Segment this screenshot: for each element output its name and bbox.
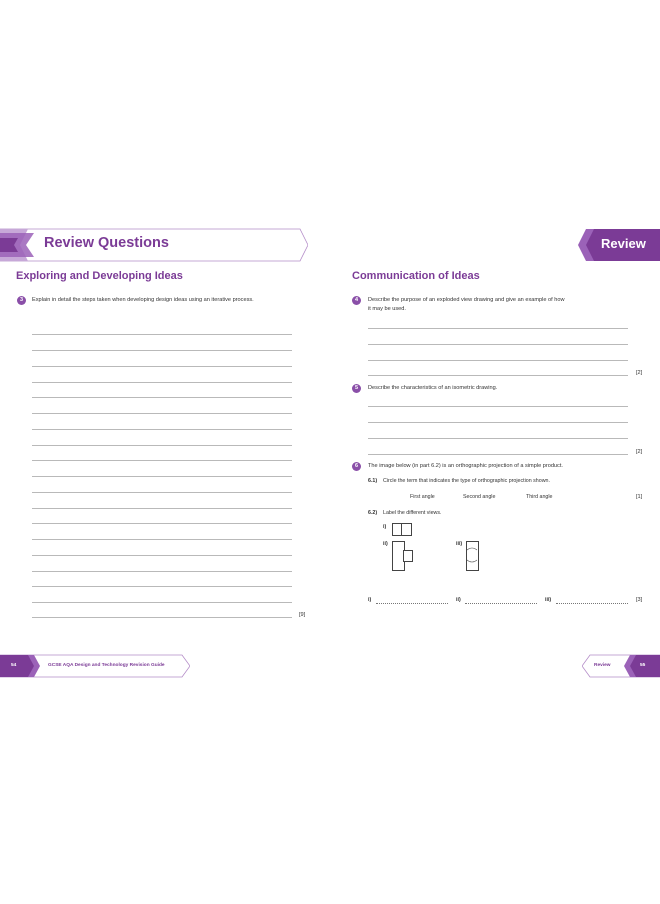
question-3-marks: [9] xyxy=(299,612,306,618)
question-4-text-line2: it may be used. xyxy=(368,306,406,312)
answer-line xyxy=(368,438,628,439)
question-3-text: Explain in detail the steps taken when developing design ideas using an iterative process. xyxy=(32,297,254,303)
question-number-5: 5 xyxy=(352,384,361,393)
view-label-iii: iii) xyxy=(456,541,463,547)
option-first-angle[interactable]: First angle xyxy=(410,494,435,500)
answer-line xyxy=(32,413,292,414)
question-5-marks: [2] xyxy=(636,449,643,455)
answer-line xyxy=(32,350,292,351)
question-number-6: 6 xyxy=(352,462,361,471)
answer-line xyxy=(368,344,628,345)
section-title-communication: Communication of Ideas xyxy=(352,270,480,282)
answer-line xyxy=(32,382,292,383)
right-footer-section: Review xyxy=(594,663,611,668)
question-4-marks: [2] xyxy=(636,370,643,376)
answer-line xyxy=(368,422,628,423)
side-view-hidden-detail xyxy=(466,541,478,571)
answer-line xyxy=(368,360,628,361)
part-6-2-label: 6.2) xyxy=(368,510,378,516)
option-third-angle[interactable]: Third angle xyxy=(526,494,553,500)
answer-line xyxy=(32,586,292,587)
answer-label-ii: ii) xyxy=(456,597,461,603)
option-second-angle[interactable]: Second angle xyxy=(463,494,496,500)
question-number-4: 4 xyxy=(352,296,361,305)
answer-line xyxy=(32,508,292,509)
answer-line xyxy=(32,492,292,493)
plan-view xyxy=(392,523,412,536)
answer-line xyxy=(32,445,292,446)
answer-line xyxy=(32,397,292,398)
left-page-number: 54 xyxy=(11,663,17,668)
answer-line-i[interactable] xyxy=(376,603,448,604)
answer-line xyxy=(32,555,292,556)
section-title-exploring: Exploring and Developing Ideas xyxy=(16,270,183,282)
answer-line xyxy=(32,429,292,430)
answer-line xyxy=(368,375,628,376)
view-label-ii: ii) xyxy=(383,541,388,547)
answer-line-iii[interactable] xyxy=(556,603,628,604)
answer-label-i: i) xyxy=(368,597,372,603)
part-6-1-label: 6.1) xyxy=(368,478,378,484)
answer-line xyxy=(32,366,292,367)
question-5-text: Describe the characteristics of an isometric drawing. xyxy=(368,385,498,391)
answer-line xyxy=(32,602,292,603)
answer-label-iii: iii) xyxy=(545,597,552,603)
part-6-2-text: Label the different views. xyxy=(383,510,442,516)
right-page-title: Review xyxy=(601,236,646,251)
question-4-text-line1: Describe the purpose of an exploded view drawing and give an example of how xyxy=(368,297,565,303)
question-6-text: The image below (in part 6.2) is an orthographic projection of a simple product. xyxy=(368,463,563,469)
answer-line xyxy=(32,539,292,540)
answer-line-ii[interactable] xyxy=(465,603,537,604)
right-page-number: 55 xyxy=(640,663,646,668)
plan-view-divider xyxy=(401,524,402,535)
answer-line xyxy=(32,617,292,618)
part-6-1-text: Circle the term that indicates the type of orthographic projection shown. xyxy=(383,478,550,484)
part-6-2-marks: [3] xyxy=(636,597,643,603)
answer-line xyxy=(32,334,292,335)
answer-line xyxy=(32,571,292,572)
question-number-3: 3 xyxy=(17,296,26,305)
answer-line xyxy=(368,454,628,455)
left-footer-book-title: GCSE AQA Design and Technology Revision Guide xyxy=(48,663,165,668)
answer-line xyxy=(32,460,292,461)
view-label-i: i) xyxy=(383,524,387,530)
page-title: Review Questions xyxy=(44,235,169,251)
answer-line xyxy=(368,328,628,329)
answer-line xyxy=(368,406,628,407)
front-view-handle xyxy=(403,550,413,562)
part-6-1-marks: [1] xyxy=(636,494,643,500)
answer-line xyxy=(32,476,292,477)
answer-line xyxy=(32,523,292,524)
